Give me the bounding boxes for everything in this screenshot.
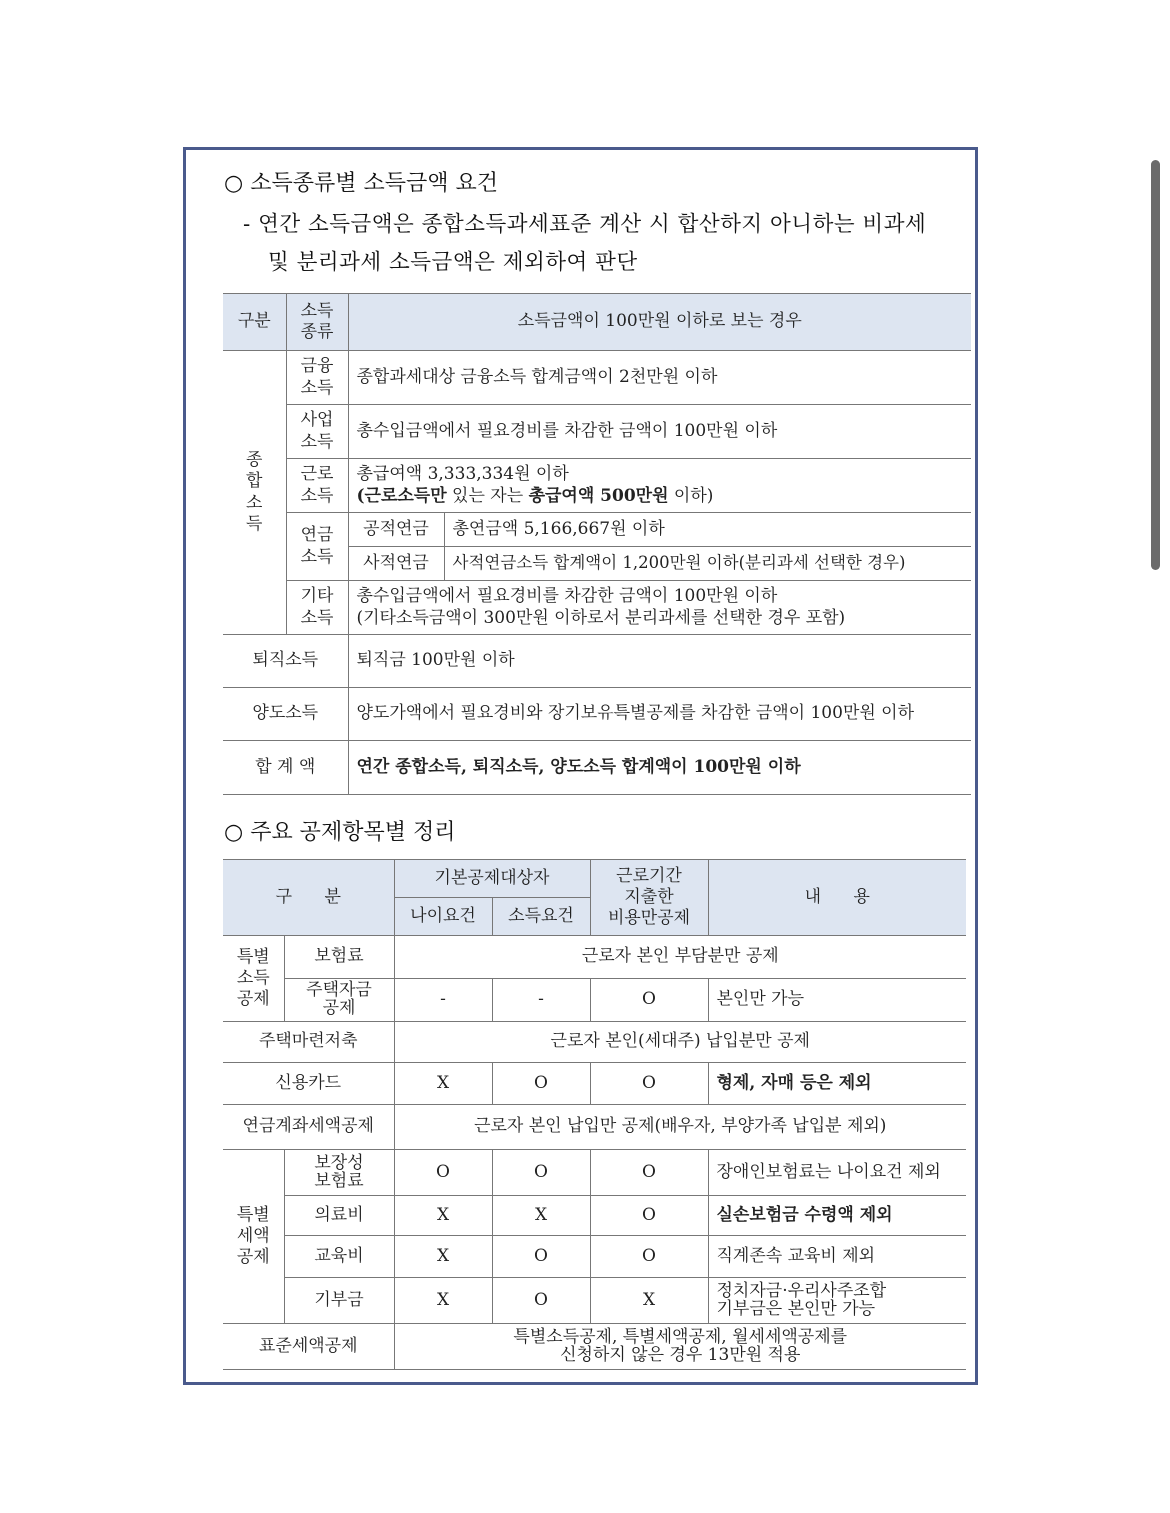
housing-period: O	[590, 979, 708, 1022]
section1-note-line1: - 연간 소득금액은 종합소득과세표준 계산 시 합산하지 아니하는 비과세	[243, 212, 927, 237]
housing-text: 본인만 가능	[708, 979, 966, 1022]
retirement-text: 퇴직금 100만원 이하	[348, 635, 971, 688]
credit-card-age: X	[394, 1063, 492, 1105]
scrollbar[interactable]	[1151, 160, 1160, 570]
credit-card-period: O	[590, 1063, 708, 1105]
table-row	[223, 1022, 966, 1063]
housing-age: -	[394, 979, 492, 1022]
medical-period: O	[590, 1196, 708, 1236]
credit-card-text: 형제, 자매 등은 제외	[708, 1063, 966, 1105]
medical-text: 실손보험금 수령액 제외	[708, 1196, 966, 1236]
credit-card-label: 신용카드	[223, 1063, 394, 1105]
protection-age: O	[394, 1150, 492, 1196]
section1-title: ○ 소득종류별 소득금액 요건	[224, 171, 498, 196]
housing-savings-text: 근로자 본인(세대주) 납입분만 공제	[394, 1022, 966, 1063]
header-content: 내 용	[708, 860, 966, 936]
insurance-text: 근로자 본인 부담분만 공제	[394, 936, 966, 979]
group-label-special-tax: 특별 세액 공제	[223, 1150, 284, 1324]
retirement-label: 퇴직소득	[223, 635, 348, 688]
public-pension-text: 총연금액 5,166,667원 이하	[444, 513, 971, 547]
transfer-text: 양도가액에서 필요경비와 장기보유특별공제를 차감한 금액이 100만원 이하	[348, 688, 971, 741]
type-other: 기타 소득	[286, 581, 348, 635]
table-row	[223, 688, 971, 741]
education-period: O	[590, 1236, 708, 1278]
standard-label: 표준세액공제	[223, 1324, 394, 1370]
type-financial: 금융 소득	[286, 351, 348, 405]
table-row	[223, 1324, 966, 1370]
group-label-general-income: 종 합 소 득	[223, 351, 286, 635]
donation-label: 기부금	[284, 1278, 394, 1324]
protection-period: O	[590, 1150, 708, 1196]
housing-income: -	[492, 979, 590, 1022]
table-row	[223, 1236, 966, 1278]
total-label: 합 계 액	[223, 741, 348, 795]
section2-title: ○ 주요 공제항목별 정리	[224, 820, 456, 845]
medical-income: X	[492, 1196, 590, 1236]
medical-age: X	[394, 1196, 492, 1236]
table-row	[223, 979, 966, 1022]
table-row	[223, 1196, 966, 1236]
transfer-label: 양도소득	[223, 688, 348, 741]
table-row	[223, 936, 966, 979]
pension-label: 연금계좌세액공제	[223, 1105, 394, 1150]
type-pension: 연금 소득	[286, 513, 348, 581]
education-label: 교육비	[284, 1236, 394, 1278]
donation-text: 정치자금·우리사주조합 기부금은 본인만 가능	[708, 1278, 966, 1324]
standard-text: 특별소득공제, 특별세액공제, 월세세액공제를 신청하지 않은 경우 13만원 적용	[394, 1324, 966, 1370]
housing-savings-label: 주택마련저축	[223, 1022, 394, 1063]
header-income: 소득요건	[492, 898, 590, 936]
table-row	[223, 459, 971, 513]
table-row	[223, 635, 971, 688]
total-text: 연간 종합소득, 퇴직소득, 양도소득 합계액이 100만원 이하	[348, 741, 971, 795]
text-other: 총수입금액에서 필요경비를 차감한 금액이 100만원 이하 (기타소득금액이 300만원 이하로서 분리과세를 선택한 경우 포함)	[348, 581, 971, 635]
header-type: 소득 종류	[286, 294, 348, 351]
table-row	[223, 1150, 966, 1196]
header-period: 근로기간 지출한 비용만공제	[590, 860, 708, 936]
credit-card-income: O	[492, 1063, 590, 1105]
header-condition: 소득금액이 100만원 이하로 보는 경우	[348, 294, 971, 351]
type-earned: 근로 소득	[286, 459, 348, 513]
table-row	[223, 1063, 966, 1105]
text-earned: 총급여액 3,333,334원 이하 (근로소득만 있는 자는 총급여액 500만원 이하)	[348, 459, 971, 513]
table-row	[223, 1105, 966, 1150]
table-header-row	[223, 860, 966, 898]
table-row	[223, 405, 971, 459]
group-label-special-income: 특별 소득 공제	[223, 936, 284, 1022]
table-row	[223, 741, 971, 795]
donation-income: O	[492, 1278, 590, 1324]
income-requirement-table	[223, 293, 971, 795]
donation-age: X	[394, 1278, 492, 1324]
header-category: 구분	[223, 294, 286, 351]
donation-period: X	[590, 1278, 708, 1324]
protection-text: 장애인보험료는 나이요건 제외	[708, 1150, 966, 1196]
table-header-row	[223, 294, 971, 351]
public-pension-label: 공적연금	[348, 513, 444, 547]
table-row	[223, 513, 971, 547]
education-income: O	[492, 1236, 590, 1278]
table-row	[223, 581, 971, 635]
text-financial: 종합과세대상 금융소득 합계금액이 2천만원 이하	[348, 351, 971, 405]
private-pension-text: 사적연금소득 합계액이 1,200만원 이하(분리과세 선택한 경우)	[444, 547, 971, 581]
protection-income: O	[492, 1150, 590, 1196]
housing-fund-label: 주택자금 공제	[284, 979, 394, 1022]
education-text: 직계존속 교육비 제외	[708, 1236, 966, 1278]
text-business: 총수입금액에서 필요경비를 차감한 금액이 100만원 이하	[348, 405, 971, 459]
header-basic-deduction: 기본공제대상자	[394, 860, 590, 898]
type-business: 사업 소득	[286, 405, 348, 459]
education-age: X	[394, 1236, 492, 1278]
table-row	[223, 1278, 966, 1324]
header-age: 나이요건	[394, 898, 492, 936]
header-category: 구 분	[223, 860, 394, 936]
insurance-label: 보험료	[284, 936, 394, 979]
protection-insurance-label: 보장성 보험료	[284, 1150, 394, 1196]
pension-text: 근로자 본인 납입만 공제(배우자, 부양가족 납입분 제외)	[394, 1105, 966, 1150]
section1-note-line2: 및 분리과세 소득금액은 제외하여 판단	[268, 250, 638, 275]
table-row	[223, 351, 971, 405]
medical-label: 의료비	[284, 1196, 394, 1236]
deduction-summary-table	[223, 859, 966, 1370]
private-pension-label: 사적연금	[348, 547, 444, 581]
